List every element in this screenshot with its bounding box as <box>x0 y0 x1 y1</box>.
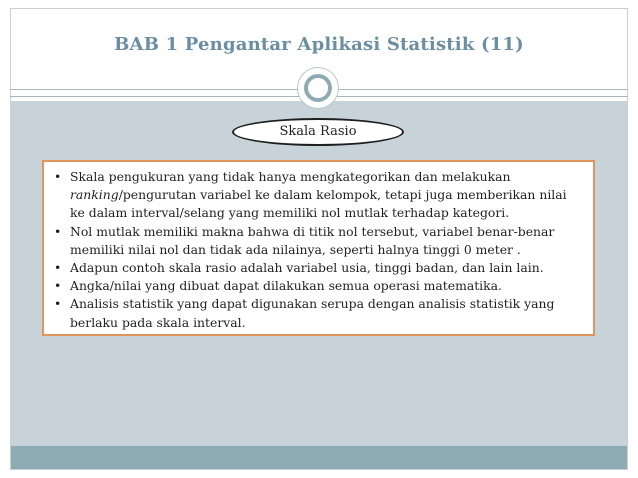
bullet-text: Angka/nilai yang dibuat dapat dilakukan semua operasi matematika. <box>70 278 502 294</box>
bullet-box <box>42 160 595 336</box>
bullet-item <box>52 259 585 277</box>
bullet-dot: • <box>54 260 62 276</box>
section-heading: Skala Rasio <box>232 118 404 146</box>
footer-band <box>11 446 627 469</box>
bullet-dot: • <box>54 296 62 312</box>
bullet-item <box>52 277 585 295</box>
bullet-italic-term: ranking <box>70 187 119 203</box>
bullet-list <box>52 168 585 332</box>
bullet-dot: • <box>54 223 62 239</box>
bullet-text: Skala pengukuran yang tidak hanya mengkategorikan dan melakukan <box>70 169 511 184</box>
bullet-dot: • <box>54 169 62 184</box>
bullet-text: Nol mutlak memiliki makna bahwa di titik nol tersebut, variabel benar-benar memiliki nilai nol dan tidak ada nilainya, seperti halnya tinggi 0 meter . <box>70 223 555 257</box>
bullet-text: /pengurutan variabel ke dalam kelompok, tetapi juga memberikan nilai ke dalam interval/selang yang memiliki nol mutlak terhadap kategori. <box>70 187 567 221</box>
bullet-text: Adapun contoh skala rasio adalah variabel usia, tinggi badan, dan lain lain. <box>70 260 544 276</box>
slide-title: BAB 1 Pengantar Aplikasi Statistik (11) <box>114 34 524 55</box>
bullet-item <box>52 295 585 331</box>
bullet-dot: • <box>54 278 62 294</box>
circle-ornament-ring <box>304 74 332 102</box>
circle-ornament <box>298 68 338 108</box>
bullet-item <box>52 223 585 259</box>
bullet-item <box>52 168 585 223</box>
bullet-text: Analisis statistik yang dapat digunakan serupa dengan analisis statistik yang berlaku pada skala interval. <box>70 296 555 330</box>
